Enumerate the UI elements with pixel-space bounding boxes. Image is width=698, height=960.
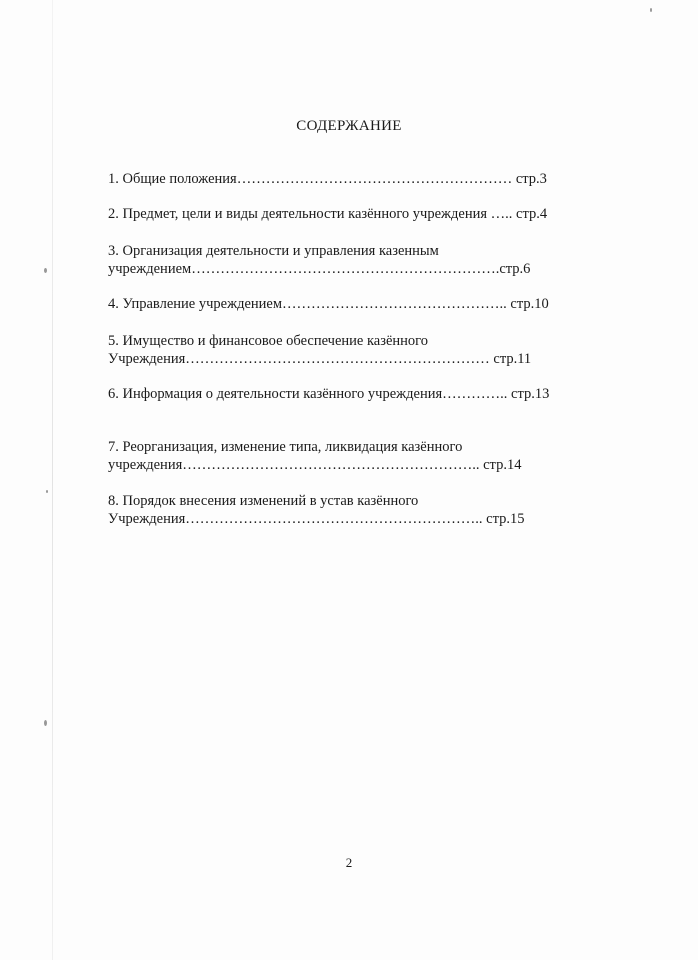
toc-entry-8 [108, 492, 594, 528]
toc-entry-line: 2. Предмет, цели и виды деятельности казённого учреждения ….. стр.4 [108, 206, 548, 222]
toc-entry-line: 7. Реорганизация, изменение типа, ликвидация казённого [108, 439, 463, 455]
toc-entry-6 [108, 385, 594, 403]
toc-entry-1 [108, 170, 594, 188]
scan-speck [650, 8, 652, 12]
toc-entry-3 [108, 242, 594, 278]
toc-entry-line: 4. Управление учреждением……………………………………….. стр.10 [108, 296, 549, 312]
toc-entry-7 [108, 438, 594, 474]
toc-entry-2 [108, 205, 594, 223]
toc-entry-line: 6. Информация о деятельности казённого учреждения………….. стр.13 [108, 386, 550, 402]
scan-edge-line [52, 0, 53, 960]
toc-title: СОДЕРЖАНИЕ [296, 118, 402, 134]
toc-entry-line: Учреждения……………………………………………………… стр.11 [108, 351, 532, 367]
toc-entry-line: Учреждения…………………………………………………….. стр.15 [108, 511, 525, 527]
scan-speck [44, 268, 47, 273]
toc-entry-5 [108, 332, 594, 368]
toc-entry-line: учреждения…………………………………………………….. стр.14 [108, 457, 522, 473]
toc-entry-line: 3. Организация деятельности и управления казенным [108, 243, 439, 259]
scan-speck [46, 490, 48, 493]
toc-entry-line: 5. Имущество и финансовое обеспечение казённого [108, 333, 429, 349]
toc-entry-4 [108, 295, 594, 313]
page-number: 2 [345, 855, 353, 870]
toc-entry-line: 1. Общие положения………………………………………………… стр.3 [108, 171, 547, 187]
toc-entry-line: 8. Порядок внесения изменений в устав казённого [108, 493, 419, 509]
toc-entry-line: учреждением……………………………………………………….стр.6 [108, 261, 531, 277]
scan-speck [44, 720, 47, 726]
